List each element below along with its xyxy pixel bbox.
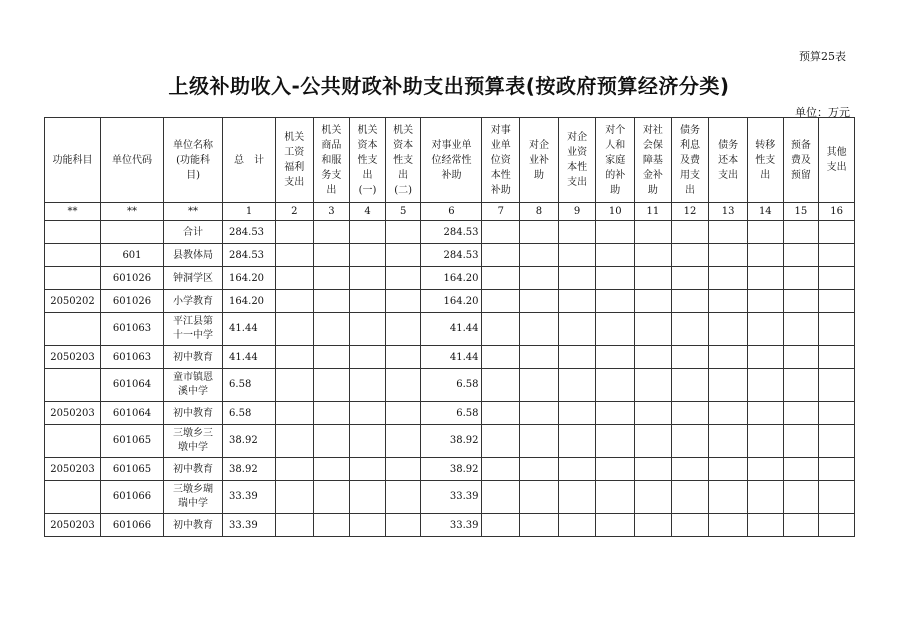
col6-cell: 38.92 xyxy=(421,458,482,481)
index-cell: 11 xyxy=(635,203,672,221)
total-cell: 6.58 xyxy=(223,369,276,402)
empty-cell xyxy=(350,267,386,290)
budget-table xyxy=(44,117,855,537)
empty-cell xyxy=(709,221,748,244)
index-cell: ** xyxy=(100,203,163,221)
total-cell: 164.20 xyxy=(223,290,276,313)
empty-cell xyxy=(596,481,635,514)
empty-cell xyxy=(748,514,784,537)
index-cell: 9 xyxy=(558,203,596,221)
unit-code-cell: 601064 xyxy=(100,369,163,402)
empty-cell xyxy=(671,290,709,313)
empty-cell xyxy=(596,402,635,425)
page-title: 上级补助收入-公共财政补助支出预算表(按政府预算经济分类) xyxy=(168,74,730,98)
empty-cell xyxy=(596,313,635,346)
func-code-cell xyxy=(45,425,101,458)
empty-cell xyxy=(520,369,559,402)
empty-cell xyxy=(635,267,672,290)
table-row xyxy=(45,346,855,369)
empty-cell xyxy=(783,481,819,514)
empty-cell xyxy=(635,346,672,369)
empty-cell xyxy=(671,425,709,458)
total-cell: 33.39 xyxy=(223,514,276,537)
empty-cell xyxy=(819,425,855,458)
index-cell: 13 xyxy=(709,203,748,221)
empty-cell xyxy=(558,369,596,402)
empty-cell xyxy=(385,402,421,425)
empty-cell xyxy=(783,267,819,290)
col6-cell: 38.92 xyxy=(421,425,482,458)
empty-cell xyxy=(819,369,855,402)
func-code-cell xyxy=(45,313,101,346)
empty-cell xyxy=(635,481,672,514)
empty-cell xyxy=(482,481,520,514)
empty-cell xyxy=(313,267,350,290)
empty-cell xyxy=(313,346,350,369)
empty-cell xyxy=(520,267,559,290)
column-header: 对事业单 位经常性 补助 xyxy=(421,118,482,203)
index-cell: 6 xyxy=(421,203,482,221)
empty-cell xyxy=(783,221,819,244)
empty-cell xyxy=(635,313,672,346)
empty-cell xyxy=(558,458,596,481)
empty-cell xyxy=(596,290,635,313)
empty-cell xyxy=(558,481,596,514)
empty-cell xyxy=(783,290,819,313)
empty-cell xyxy=(275,514,313,537)
empty-cell xyxy=(520,346,559,369)
empty-cell xyxy=(558,290,596,313)
total-cell: 41.44 xyxy=(223,346,276,369)
func-code-cell xyxy=(45,267,101,290)
column-header: 机关 商品 和服 务支 出 xyxy=(313,118,350,203)
empty-cell xyxy=(819,458,855,481)
empty-cell xyxy=(783,458,819,481)
column-header: 机关 资本 性支 出 (二) xyxy=(385,118,421,203)
index-cell: 5 xyxy=(385,203,421,221)
empty-cell xyxy=(596,425,635,458)
unit-label: 单位：万元 xyxy=(795,106,850,119)
empty-cell xyxy=(671,244,709,267)
empty-cell xyxy=(596,514,635,537)
unit-name-cell: 初中教育 xyxy=(164,514,223,537)
total-cell: 6.58 xyxy=(223,402,276,425)
empty-cell xyxy=(275,402,313,425)
table-row xyxy=(45,244,855,267)
index-cell: 16 xyxy=(819,203,855,221)
column-header: 对企 业资 本性 支出 xyxy=(558,118,596,203)
empty-cell xyxy=(783,313,819,346)
empty-cell xyxy=(819,290,855,313)
empty-cell xyxy=(385,481,421,514)
func-code-cell: 2050203 xyxy=(45,458,101,481)
empty-cell xyxy=(482,221,520,244)
column-header: 转移 性支 出 xyxy=(748,118,784,203)
empty-cell xyxy=(385,290,421,313)
empty-cell xyxy=(671,221,709,244)
empty-cell xyxy=(350,425,386,458)
empty-cell xyxy=(558,346,596,369)
index-cell: 7 xyxy=(482,203,520,221)
empty-cell xyxy=(385,244,421,267)
func-code-cell xyxy=(45,481,101,514)
index-cell: 15 xyxy=(783,203,819,221)
empty-cell xyxy=(819,346,855,369)
empty-cell xyxy=(671,369,709,402)
empty-cell xyxy=(748,369,784,402)
unit-name-cell: 县教体局 xyxy=(164,244,223,267)
empty-cell xyxy=(635,221,672,244)
empty-cell xyxy=(819,514,855,537)
func-code-cell: 2050202 xyxy=(45,290,101,313)
column-header: 机关 资本 性支 出 (一) xyxy=(350,118,386,203)
empty-cell xyxy=(482,402,520,425)
empty-cell xyxy=(350,369,386,402)
empty-cell xyxy=(275,481,313,514)
table-row xyxy=(45,458,855,481)
unit-name-cell: 三墩乡三 墩中学 xyxy=(164,425,223,458)
table-row xyxy=(45,425,855,458)
col6-cell: 6.58 xyxy=(421,402,482,425)
total-cell: 33.39 xyxy=(223,481,276,514)
empty-cell xyxy=(709,290,748,313)
unit-name-cell: 小学教育 xyxy=(164,290,223,313)
empty-cell xyxy=(385,514,421,537)
empty-cell xyxy=(748,221,784,244)
empty-cell xyxy=(520,290,559,313)
empty-cell xyxy=(558,244,596,267)
empty-cell xyxy=(482,425,520,458)
empty-cell xyxy=(635,244,672,267)
column-header: 对社 会保 障基 金补 助 xyxy=(635,118,672,203)
unit-code-cell: 601026 xyxy=(100,290,163,313)
empty-cell xyxy=(350,458,386,481)
empty-cell xyxy=(520,221,559,244)
empty-cell xyxy=(313,481,350,514)
empty-cell xyxy=(783,514,819,537)
empty-cell xyxy=(819,313,855,346)
empty-cell xyxy=(783,369,819,402)
func-code-cell xyxy=(45,221,101,244)
col6-cell: 41.44 xyxy=(421,346,482,369)
col6-cell: 33.39 xyxy=(421,481,482,514)
index-cell: 4 xyxy=(350,203,386,221)
col6-cell: 164.20 xyxy=(421,290,482,313)
empty-cell xyxy=(709,369,748,402)
func-code-cell xyxy=(45,369,101,402)
unit-name-cell: 钟洞学区 xyxy=(164,267,223,290)
empty-cell xyxy=(313,313,350,346)
empty-cell xyxy=(482,346,520,369)
empty-cell xyxy=(558,402,596,425)
empty-cell xyxy=(385,369,421,402)
unit-code-cell: 601066 xyxy=(100,481,163,514)
empty-cell xyxy=(520,514,559,537)
empty-cell xyxy=(671,267,709,290)
index-cell: 10 xyxy=(596,203,635,221)
empty-cell xyxy=(635,425,672,458)
empty-cell xyxy=(783,425,819,458)
empty-cell xyxy=(635,514,672,537)
empty-cell xyxy=(709,458,748,481)
empty-cell xyxy=(558,514,596,537)
empty-cell xyxy=(482,458,520,481)
empty-cell xyxy=(635,290,672,313)
index-cell: 2 xyxy=(275,203,313,221)
empty-cell xyxy=(596,346,635,369)
total-cell: 284.53 xyxy=(223,244,276,267)
empty-cell xyxy=(275,221,313,244)
empty-cell xyxy=(520,458,559,481)
empty-cell xyxy=(520,402,559,425)
empty-cell xyxy=(709,481,748,514)
index-cell: 3 xyxy=(313,203,350,221)
empty-cell xyxy=(313,221,350,244)
unit-name-cell: 三墩乡瑚 瑞中学 xyxy=(164,481,223,514)
empty-cell xyxy=(385,425,421,458)
empty-cell xyxy=(748,313,784,346)
empty-cell xyxy=(709,267,748,290)
unit-code-cell: 601026 xyxy=(100,267,163,290)
empty-cell xyxy=(748,244,784,267)
header-row xyxy=(45,118,855,203)
unit-name-cell: 童市镇恩 溪中学 xyxy=(164,369,223,402)
table-row xyxy=(45,514,855,537)
empty-cell xyxy=(482,313,520,346)
empty-cell xyxy=(350,221,386,244)
empty-cell xyxy=(313,458,350,481)
table-row xyxy=(45,290,855,313)
empty-cell xyxy=(671,481,709,514)
empty-cell xyxy=(558,313,596,346)
empty-cell xyxy=(709,402,748,425)
empty-cell xyxy=(482,244,520,267)
empty-cell xyxy=(313,369,350,402)
column-header: 预备 费及 预留 xyxy=(783,118,819,203)
empty-cell xyxy=(275,425,313,458)
empty-cell xyxy=(275,267,313,290)
col6-cell: 6.58 xyxy=(421,369,482,402)
empty-cell xyxy=(520,481,559,514)
col6-cell: 41.44 xyxy=(421,313,482,346)
empty-cell xyxy=(671,514,709,537)
column-header: 对企 业补 助 xyxy=(520,118,559,203)
empty-cell xyxy=(671,458,709,481)
column-header: 其他 支出 xyxy=(819,118,855,203)
empty-cell xyxy=(275,458,313,481)
empty-cell xyxy=(709,425,748,458)
index-row xyxy=(45,203,855,221)
empty-cell xyxy=(596,458,635,481)
empty-cell xyxy=(819,221,855,244)
table-row xyxy=(45,313,855,346)
empty-cell xyxy=(819,267,855,290)
empty-cell xyxy=(596,267,635,290)
col6-cell: 284.53 xyxy=(421,244,482,267)
func-code-cell xyxy=(45,244,101,267)
empty-cell xyxy=(635,369,672,402)
empty-cell xyxy=(275,313,313,346)
empty-cell xyxy=(350,290,386,313)
empty-cell xyxy=(313,244,350,267)
col6-cell: 164.20 xyxy=(421,267,482,290)
empty-cell xyxy=(596,221,635,244)
empty-cell xyxy=(350,346,386,369)
empty-cell xyxy=(819,481,855,514)
index-cell: 1 xyxy=(223,203,276,221)
empty-cell xyxy=(748,267,784,290)
empty-cell xyxy=(385,221,421,244)
unit-name-cell: 初中教育 xyxy=(164,402,223,425)
column-header: 功能科目 xyxy=(45,118,101,203)
empty-cell xyxy=(558,221,596,244)
empty-cell xyxy=(709,346,748,369)
unit-name-cell: 初中教育 xyxy=(164,458,223,481)
empty-cell xyxy=(275,244,313,267)
empty-cell xyxy=(385,313,421,346)
unit-name-cell: 平江县第 十一中学 xyxy=(164,313,223,346)
column-header: 债务 利息 及费 用支 出 xyxy=(671,118,709,203)
unit-name-cell: 合计 xyxy=(164,221,223,244)
empty-cell xyxy=(313,514,350,537)
unit-name-cell: 初中教育 xyxy=(164,346,223,369)
empty-cell xyxy=(783,244,819,267)
empty-cell xyxy=(520,425,559,458)
empty-cell xyxy=(671,402,709,425)
total-cell: 38.92 xyxy=(223,425,276,458)
index-cell: 12 xyxy=(671,203,709,221)
empty-cell xyxy=(748,458,784,481)
unit-code-cell: 601065 xyxy=(100,458,163,481)
func-code-cell: 2050203 xyxy=(45,346,101,369)
total-cell: 164.20 xyxy=(223,267,276,290)
empty-cell xyxy=(671,313,709,346)
empty-cell xyxy=(482,369,520,402)
empty-cell xyxy=(819,244,855,267)
table-row xyxy=(45,402,855,425)
unit-code-cell: 601063 xyxy=(100,313,163,346)
column-header: 总 计 xyxy=(223,118,276,203)
document-number: 预算25表 xyxy=(799,50,846,63)
empty-cell xyxy=(275,346,313,369)
empty-cell xyxy=(748,425,784,458)
empty-cell xyxy=(596,244,635,267)
empty-cell xyxy=(313,402,350,425)
empty-cell xyxy=(635,458,672,481)
index-cell: ** xyxy=(45,203,101,221)
total-cell: 284.53 xyxy=(223,221,276,244)
empty-cell xyxy=(520,244,559,267)
empty-cell xyxy=(819,402,855,425)
empty-cell xyxy=(748,402,784,425)
unit-code-cell: 601066 xyxy=(100,514,163,537)
table-row xyxy=(45,369,855,402)
index-cell: 14 xyxy=(748,203,784,221)
index-cell: 8 xyxy=(520,203,559,221)
empty-cell xyxy=(313,425,350,458)
table-row xyxy=(45,267,855,290)
column-header: 单位名称 (功能科 目) xyxy=(164,118,223,203)
empty-cell xyxy=(275,290,313,313)
column-header: 债务 还本 支出 xyxy=(709,118,748,203)
total-cell: 38.92 xyxy=(223,458,276,481)
column-header: 单位代码 xyxy=(100,118,163,203)
unit-code-cell: 601064 xyxy=(100,402,163,425)
empty-cell xyxy=(482,514,520,537)
empty-cell xyxy=(520,313,559,346)
empty-cell xyxy=(709,313,748,346)
index-cell: ** xyxy=(164,203,223,221)
empty-cell xyxy=(350,481,386,514)
empty-cell xyxy=(482,267,520,290)
empty-cell xyxy=(350,402,386,425)
func-code-cell: 2050203 xyxy=(45,402,101,425)
empty-cell xyxy=(275,369,313,402)
total-cell: 41.44 xyxy=(223,313,276,346)
empty-cell xyxy=(482,290,520,313)
empty-cell xyxy=(313,290,350,313)
unit-code-cell: 601 xyxy=(100,244,163,267)
col6-cell: 33.39 xyxy=(421,514,482,537)
unit-code-cell xyxy=(100,221,163,244)
col6-cell: 284.53 xyxy=(421,221,482,244)
empty-cell xyxy=(783,346,819,369)
column-header: 对个 人和 家庭 的补 助 xyxy=(596,118,635,203)
empty-cell xyxy=(709,244,748,267)
empty-cell xyxy=(350,313,386,346)
table-row xyxy=(45,481,855,514)
empty-cell xyxy=(385,458,421,481)
empty-cell xyxy=(748,290,784,313)
empty-cell xyxy=(350,514,386,537)
empty-cell xyxy=(385,267,421,290)
empty-cell xyxy=(385,346,421,369)
func-code-cell: 2050203 xyxy=(45,514,101,537)
unit-code-cell: 601065 xyxy=(100,425,163,458)
empty-cell xyxy=(350,244,386,267)
empty-cell xyxy=(748,481,784,514)
empty-cell xyxy=(558,267,596,290)
empty-cell xyxy=(596,369,635,402)
table-row xyxy=(45,221,855,244)
unit-code-cell: 601063 xyxy=(100,346,163,369)
empty-cell xyxy=(748,346,784,369)
empty-cell xyxy=(671,346,709,369)
empty-cell xyxy=(558,425,596,458)
column-header: 机关 工资 福利 支出 xyxy=(275,118,313,203)
empty-cell xyxy=(709,514,748,537)
empty-cell xyxy=(635,402,672,425)
column-header: 对事 业单 位资 本性 补助 xyxy=(482,118,520,203)
empty-cell xyxy=(783,402,819,425)
